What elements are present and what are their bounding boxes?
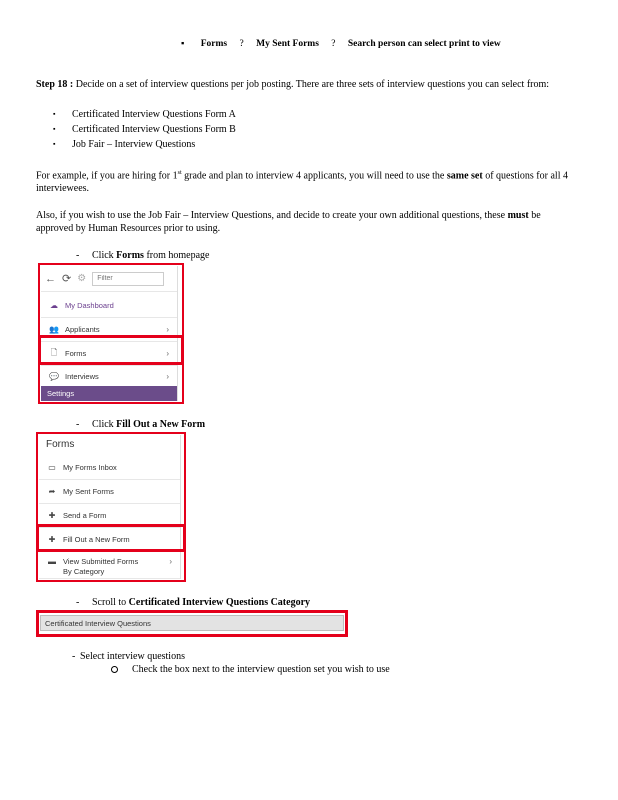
chevron-right-icon: › [166, 372, 169, 381]
certificated-category-bar[interactable]: Certificated Interview Questions [40, 615, 344, 631]
share-icon: ➦ [48, 487, 56, 496]
back-icon[interactable]: ← [45, 272, 56, 285]
document-icon: 🗋 [50, 347, 58, 357]
chevron-right-icon: › [166, 325, 169, 334]
instruction-click-fill-out: - Click Fill Out a New Form [76, 419, 206, 430]
step-label: Step 18 [36, 79, 68, 90]
sidebar-item-forms[interactable]: 🗋 Forms › [41, 342, 177, 366]
instruction-click-forms: - Click Forms from homepage [76, 250, 210, 261]
header-breadcrumb [181, 39, 501, 49]
example-paragraph: For example, if you are hiring for 1st grade and plan to interview 4 applicants, you will need to use the same set of questions for all 4 interviewees. [36, 170, 568, 195]
gear-icon[interactable]: ⚙ [77, 273, 87, 284]
sidebar-item-dashboard[interactable]: ☁ My Dashboard [41, 294, 177, 318]
menu-item-view-submitted[interactable]: ▬ View Submitted Forms By Category › [39, 553, 180, 579]
nav-toolbar [41, 266, 177, 292]
header-separator: ? [239, 39, 244, 49]
header-search: Search person can select print to view [347, 39, 501, 49]
cloud-icon: ☁ [50, 301, 58, 310]
menu-item-sent-forms[interactable]: ➦ My Sent Forms [39, 480, 180, 504]
forms-title: Forms [46, 439, 75, 450]
sidebar-item-settings[interactable]: Settings [41, 386, 177, 401]
users-icon: 👥 [49, 325, 59, 334]
step-paragraph: Step 18 : Decide on a set of interview questions per job posting. There are three sets of interview questions you can select from: [36, 79, 550, 90]
forms-menu-screenshot [36, 432, 186, 582]
fill-out-highlight [36, 524, 186, 552]
category-bar-screenshot [36, 610, 348, 637]
sidebar-item-interviews[interactable]: 💬 Interviews › [41, 365, 177, 389]
nav-menu-screenshot [38, 263, 184, 404]
instruction-check-box: Check the box next to the interview question set you wish to use [111, 664, 390, 675]
nav-panel [41, 266, 178, 401]
list-item: ▪ Job Fair – Interview Questions [53, 139, 196, 150]
plus-icon: ✚ [48, 511, 56, 520]
inbox-icon: ▭ [48, 463, 56, 472]
step-text: Decide on a set of interview questions per job posting. There are three sets of interview questions you can select from: [73, 79, 550, 90]
chat-icon: 💬 [49, 372, 59, 381]
list-item: ▪ Certificated Interview Questions Form B [53, 124, 236, 135]
menu-item-fill-out-new-form[interactable]: ✚ Fill Out a New Form [39, 528, 180, 552]
forms-highlight [38, 335, 184, 365]
plus-icon: ✚ [48, 535, 56, 544]
sidebar-item-applicants[interactable]: 👥 Applicants › [41, 318, 177, 342]
instruction-scroll-category: - Scroll to Certificated Interview Questions Category [76, 597, 311, 608]
approval-paragraph: Also, if you wish to use the Job Fair – Interview Questions, and decide to create your own additional questions, these must be approved by Human Resources prior to using. [36, 210, 541, 234]
list-item: ▪ Certificated Interview Questions Form A [53, 109, 236, 120]
circle-bullet-icon [111, 666, 118, 673]
menu-item-forms-inbox[interactable]: ▭ My Forms Inbox [39, 456, 180, 480]
monitor-icon: ▬ [48, 557, 56, 566]
header-separator: ? [331, 39, 336, 49]
filter-input[interactable] [92, 272, 164, 286]
header-forms: Forms [200, 39, 228, 49]
chevron-right-icon: › [169, 557, 172, 566]
refresh-icon[interactable]: ⟳ [62, 273, 72, 285]
header-bullet: ▪ [181, 39, 185, 49]
chevron-right-icon: › [166, 349, 169, 358]
forms-panel [39, 435, 181, 579]
header-sent-forms: My Sent Forms [256, 39, 319, 49]
menu-item-send-form[interactable]: ✚ Send a Form [39, 504, 180, 528]
instruction-select-questions: - Select interview questions [72, 651, 185, 662]
question-set-list [53, 107, 236, 152]
